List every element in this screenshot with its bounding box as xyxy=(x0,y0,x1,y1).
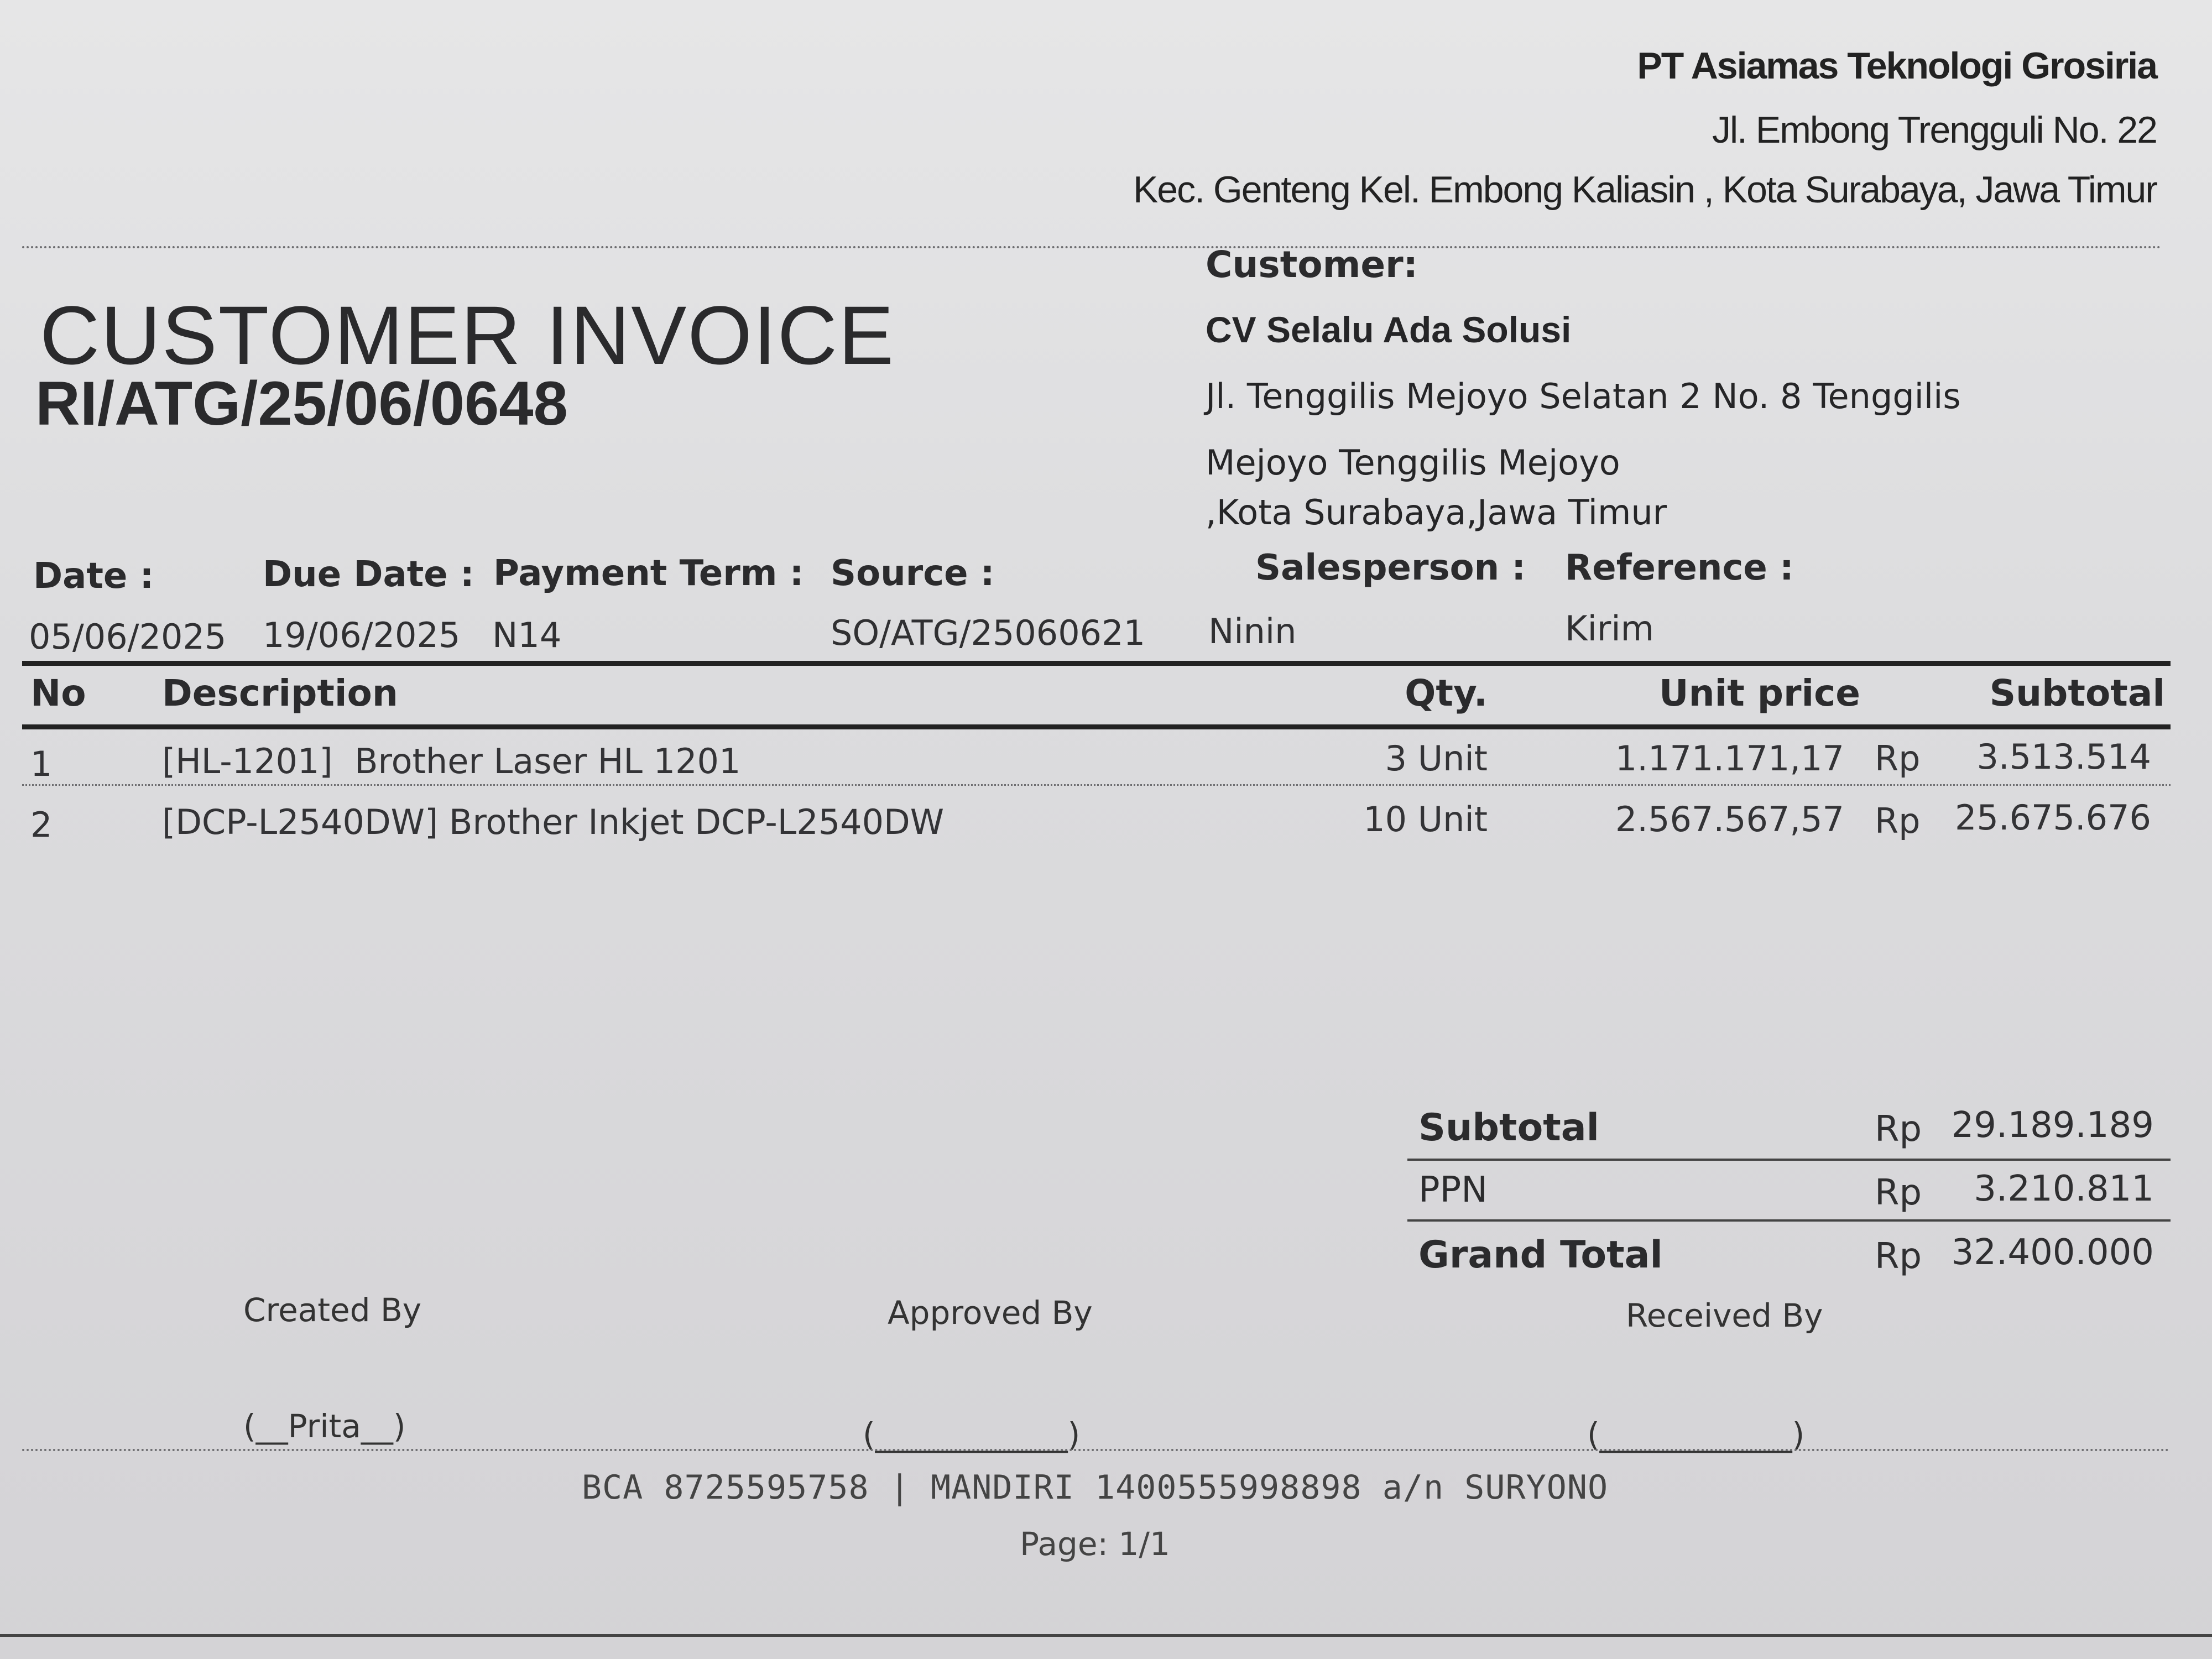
reference-label: Reference : xyxy=(1565,547,1794,588)
due-date-value: 19/06/2025 xyxy=(263,615,461,655)
table-top-rule xyxy=(22,661,2171,666)
col-header-unit-price: Unit price xyxy=(1659,672,1861,714)
col-header-subtotal: Subtotal xyxy=(1989,672,2165,714)
date-value: 05/06/2025 xyxy=(29,617,227,657)
reference-value: Kirim xyxy=(1565,608,1654,649)
payment-term-label: Payment Term : xyxy=(493,553,804,594)
created-by-signature: (__Prita__) xyxy=(243,1407,406,1445)
created-by-label: Created By xyxy=(243,1291,422,1329)
company-address-line2: Kec. Genteng Kel. Embong Kaliasin , Kota Surabaya, Jawa Timur xyxy=(1133,169,2157,211)
bank-account-info: BCA 8725595758 | MANDIRI 1400555998898 a/n SURYONO xyxy=(581,1468,1609,1507)
source-label: Source : xyxy=(831,553,995,594)
table-row-unit-price: 1.171.171,17 xyxy=(1615,738,1844,779)
salesperson-label: Salesperson : xyxy=(1255,547,1526,588)
company-address-line1: Jl. Embong Trengguli No. 22 xyxy=(1712,109,2157,151)
totals-divider xyxy=(1407,1159,2171,1161)
approved-by-label: Approved By xyxy=(888,1294,1093,1332)
due-date-label: Due Date : xyxy=(263,554,474,595)
col-header-description: Description xyxy=(162,672,398,714)
date-label: Date : xyxy=(33,556,154,597)
customer-address-line3: ,Kota Surabaya,Jawa Timur xyxy=(1206,492,1667,533)
bottom-border xyxy=(0,1634,2212,1637)
table-row-no: 1 xyxy=(30,744,53,784)
table-row-subtotal: 25.675.676 xyxy=(1955,797,2151,838)
company-name: PT Asiamas Teknologi Grosiria xyxy=(1637,45,2157,87)
footer-divider xyxy=(22,1449,2171,1451)
received-by-label: Received By xyxy=(1626,1297,1823,1334)
totals-ppn-label: PPN xyxy=(1418,1170,1488,1211)
header-divider xyxy=(22,246,2162,248)
page-number: Page: 1/1 xyxy=(1020,1525,1170,1563)
salesperson-value: Ninin xyxy=(1208,611,1297,651)
totals-divider xyxy=(1407,1219,2171,1222)
customer-address-line2: Mejoyo Tenggilis Mejoyo xyxy=(1206,442,1620,483)
totals-grand-label: Grand Total xyxy=(1418,1233,1663,1277)
table-row-unit-price: 2.567.567,57 xyxy=(1615,799,1844,839)
customer-address-line1: Jl. Tenggilis Mejoyo Selatan 2 No. 8 Tenggilis xyxy=(1206,376,1961,416)
table-row-currency: Rp xyxy=(1875,738,1921,779)
table-row-description: [HL-1201] Brother Laser HL 1201 xyxy=(162,741,741,781)
col-header-qty: Qty. xyxy=(1405,672,1488,714)
invoice-number: RI/ATG/25/06/0648 xyxy=(35,369,568,438)
totals-grand-value: 32.400.000 xyxy=(1951,1232,2154,1273)
customer-name: CV Selalu Ada Solusi xyxy=(1206,309,1572,350)
table-row-qty: 10 Unit xyxy=(1363,799,1488,839)
totals-subtotal-value: 29.189.189 xyxy=(1951,1105,2154,1146)
customer-label: Customer: xyxy=(1206,243,1418,286)
row-divider xyxy=(22,784,2171,786)
received-by-signature: (____________) xyxy=(1587,1416,1805,1453)
source-value: SO/ATG/25060621 xyxy=(831,613,1146,653)
totals-grand-currency: Rp xyxy=(1875,1236,1922,1277)
table-row-qty: 3 Unit xyxy=(1385,738,1488,779)
col-header-no: No xyxy=(30,672,86,714)
table-row-currency: Rp xyxy=(1875,801,1921,841)
totals-subtotal-label: Subtotal xyxy=(1418,1106,1599,1150)
document-title: CUSTOMER INVOICE xyxy=(40,289,895,382)
company-header xyxy=(1133,44,2157,211)
payment-term-value: N14 xyxy=(492,615,562,655)
totals-subtotal-currency: Rp xyxy=(1875,1109,1922,1150)
table-row-no: 2 xyxy=(30,805,53,845)
totals-ppn-value: 3.210.811 xyxy=(1974,1168,2154,1209)
approved-by-signature: (____________) xyxy=(863,1416,1081,1453)
table-row-subtotal: 3.513.514 xyxy=(1976,737,2151,777)
table-row-description: [DCP-L2540DW] Brother Inkjet DCP-L2540DW xyxy=(162,802,945,842)
totals-ppn-currency: Rp xyxy=(1875,1172,1922,1213)
table-header-rule xyxy=(22,724,2171,729)
